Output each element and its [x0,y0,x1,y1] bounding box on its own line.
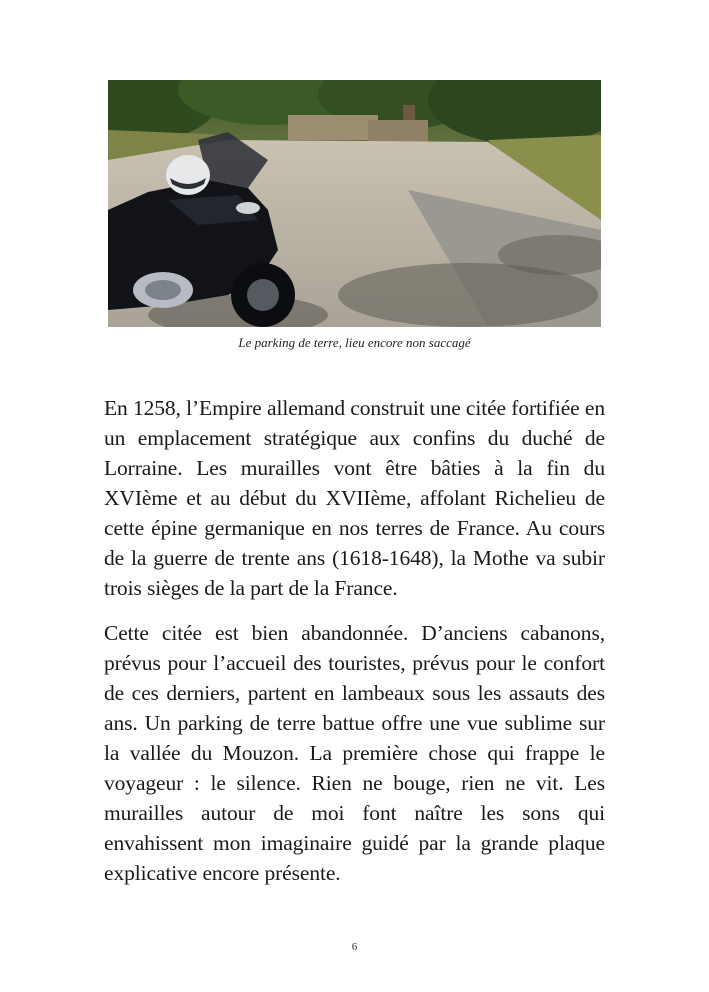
paragraph-2: Cette citée est bien abandonnée. D’anciens cabanons, prévus pour l’accueil des touristes, prévus pour le confort de ces derniers, partent en lambeaux sous les assauts des ans. Un parking de terre battue offre une vue sublime sur la vallée du Mouzon. La première chose qui frappe le voyageur : le silence. Rien ne bouge, rien ne vit. Les murailles autour de moi font naître les sons qui envahissent mon imaginaire guidé par la grande plaque explicative encore présente. [104,621,605,885]
paragraph-1: En 1258, l’Empire allemand construit une citée fortifiée en un emplacement stratégique aux confins du duché de Lorraine. Les murailles vont être bâties à la fin du XVIème et au début du XVIIème, affolant Richelieu de cette épine germanique en nos terres de France. Au cours de la guerre de trente ans (1618-1648), la Mothe va subir trois sièges de la part de la France. [104,396,605,600]
figure-caption: Le parking de terre, lieu encore non saccagé [238,335,471,350]
motorcycle-photo [108,80,601,327]
page-number: 6 [351,941,358,953]
body-text [104,393,605,903]
